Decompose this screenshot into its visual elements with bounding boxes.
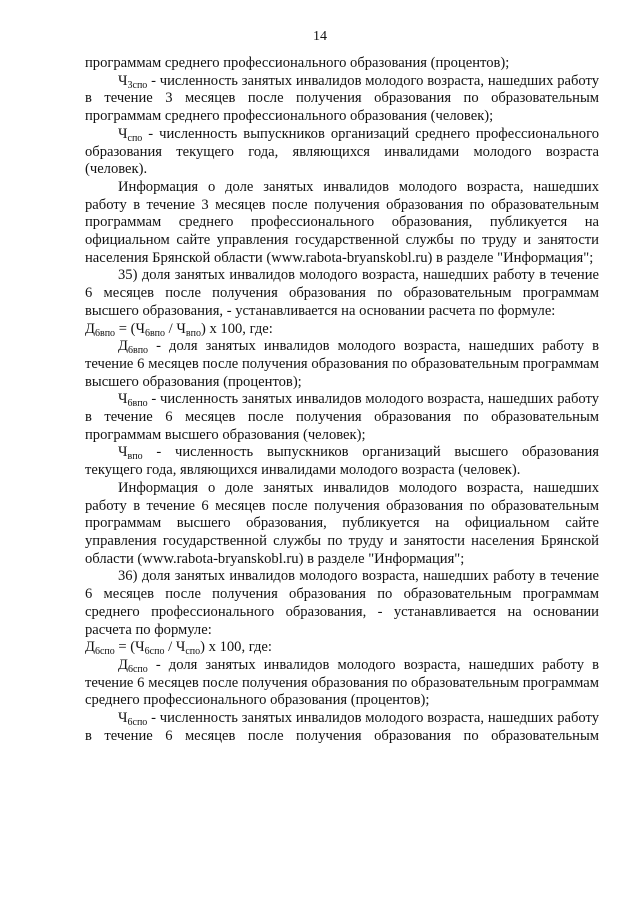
formula-den-symbol: Ч: [175, 639, 186, 656]
paragraph: 35) доля занятых инвалидов молодого возраста, нашедших работу в течение 6 месяцев после получения образования по образовательным программам высшего образования, - устанавливается на основании расчета по формуле:: [85, 267, 599, 319]
variable-subscript: спо: [127, 132, 143, 144]
formula-num-symbol: Ч: [135, 639, 145, 656]
definition-paragraph: [85, 444, 599, 479]
formula-lhs-symbol: Д: [85, 639, 95, 656]
definition-paragraph: [85, 391, 599, 444]
formula-lhs-subscript: 6впо: [94, 327, 116, 339]
variable-symbol: Ч: [118, 391, 128, 408]
formula-eq: = (: [114, 639, 136, 656]
definition-paragraph: [85, 710, 599, 745]
paragraph: Информация о доле занятых инвалидов молодого возраста, нашедших работу в течение 3 месяцев после получения образования по образовательным программам среднего профессионального образования, публикуется на официальном сайте управления государственной службы по труду и занятости населения Брянской области (www.rabota-bryanskobl.ru) в разделе "Информация";: [85, 178, 599, 266]
definition-paragraph: [85, 73, 599, 126]
formula-den-subscript: спо: [185, 646, 201, 658]
variable-symbol: Ч: [118, 125, 128, 142]
paragraph: Информация о доле занятых инвалидов молодого возраста, нашедших работу в течение 6 месяцев после получения образования по образовательным программам высшего образования, публикуется на официальном сайте управления государственной службы по труду и занятости населения Брянской области (www.rabota-bryanskobl.ru) в разделе "Информация";: [85, 479, 599, 567]
formula-num-symbol: Ч: [135, 320, 145, 337]
formula-tail: ) х 100, где:: [200, 320, 273, 337]
definition-paragraph: [85, 338, 599, 391]
definition-text: - численность занятых инвалидов молодого возраста, нашедших работу в течение 6 месяцев после получения образования по образовательным: [85, 710, 599, 744]
variable-subscript: впо: [127, 451, 143, 463]
paragraph: 36) доля занятых инвалидов молодого возраста, нашедших работу в течение 6 месяцев после получения образования по образовательным программам среднего профессионального образования, - устанавливается на основании расчета по формуле:: [85, 568, 599, 638]
variable-symbol: Ч: [118, 72, 128, 89]
variable-subscript: 6спо: [127, 663, 148, 675]
formula-slash: /: [164, 639, 176, 656]
variable-symbol: Д: [118, 656, 128, 673]
formula: [85, 321, 599, 339]
variable-subscript: 3спо: [127, 79, 148, 91]
variable-subscript: 6впо: [127, 345, 149, 357]
definition-text: - численность выпускников организаций среднего профессионального образования текущего года, являющихся инвалидами молодого возраста (человек).: [85, 125, 599, 178]
variable-subscript: 6впо: [127, 398, 148, 410]
formula-lhs-symbol: Д: [85, 320, 95, 337]
document-body: [85, 55, 599, 745]
definition-paragraph: [85, 657, 599, 710]
variable-subscript: 6спо: [127, 717, 148, 729]
formula-den-subscript: впо: [185, 327, 201, 339]
definition-text: - численность занятых инвалидов молодого возраста, нашедших работу в течение 6 месяцев после получения образования по образовательным программам высшего образования (человек);: [85, 391, 599, 443]
formula: [85, 639, 599, 657]
formula-den-symbol: Ч: [176, 320, 186, 337]
formula-num-subscript: 6впо: [144, 327, 166, 339]
variable-symbol: Ч: [118, 710, 128, 727]
formula-lhs-subscript: 6спо: [94, 646, 115, 658]
formula-num-subscript: 6спо: [144, 646, 165, 658]
paragraph: программам среднего профессионального образования (процентов);: [85, 55, 510, 71]
formula-slash: /: [165, 320, 177, 337]
definition-text: - численность занятых инвалидов молодого возраста, нашедших работу в течение 3 месяцев после получения образования по образовательным программам среднего профессионального образования (человек);: [85, 72, 599, 125]
definition-text: - численность выпускников организаций высшего образования текущего года, являющихся инвалидами молодого возраста (человек).: [85, 444, 599, 479]
definition-text: - доля занятых инвалидов молодого возраста, нашедших работу в течение 6 месяцев после получения образования по образовательным программам высшего образования (процентов);: [85, 338, 599, 390]
definition-paragraph: [85, 126, 599, 179]
variable-symbol: Ч: [118, 444, 128, 461]
definition-text: - доля занятых инвалидов молодого возраста, нашедших работу в течение 6 месяцев после получения образования по образовательным программам среднего профессионального образования (процентов);: [85, 656, 599, 709]
formula-eq: = (: [115, 320, 136, 337]
page-number: 14: [313, 29, 327, 44]
variable-symbol: Д: [118, 338, 128, 355]
formula-tail: ) х 100, где:: [200, 639, 272, 656]
